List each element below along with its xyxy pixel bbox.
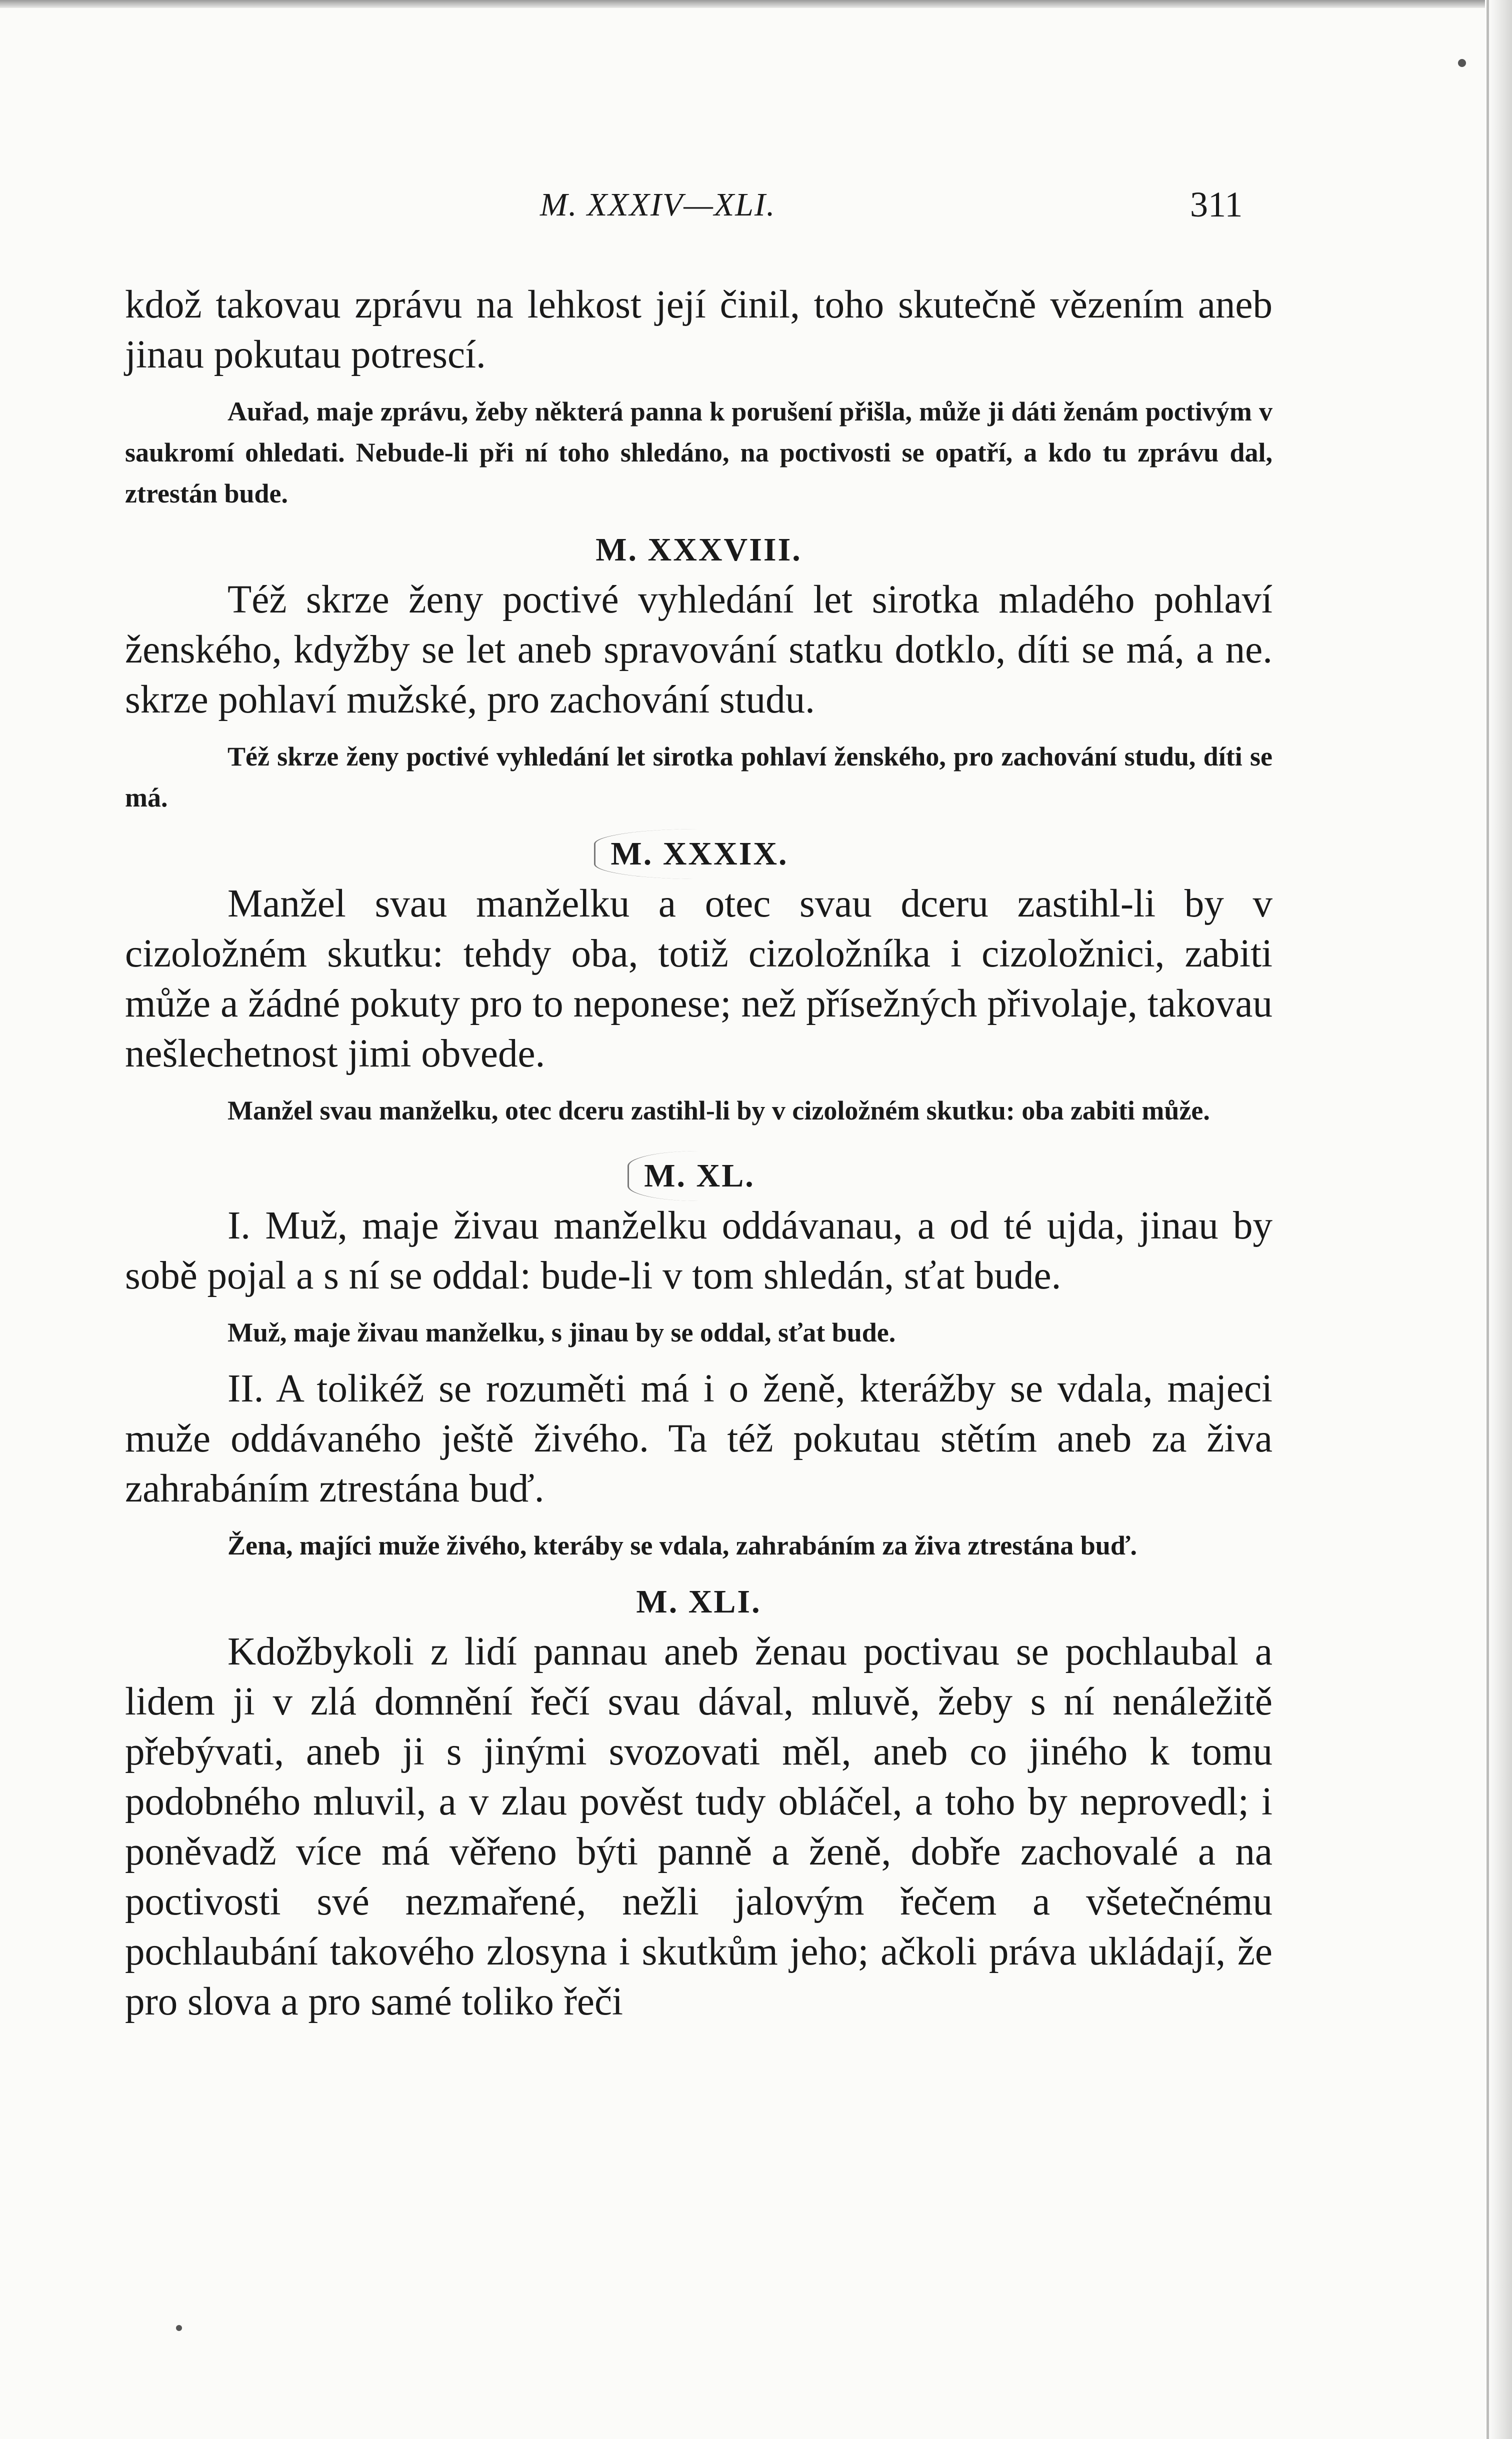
page-body — [125, 280, 1272, 2027]
scan-edge-right — [1485, 0, 1512, 2439]
marginal-summary: Muž, maje živau manželku, s jinau by se oddal, sťat bude. — [228, 1318, 896, 1348]
speck-mark — [1458, 59, 1466, 67]
article-text-xxxix: Manžel svau manželku a otec svau dceru zastihl-li by v cizoložném skutku: tehdy oba, totiž cizoložníka i cizoložnici, zabiti může a žádné pokuty pro to neponese; než přísežných přivolaje, takovau nešlechetnost jimi obvede. — [125, 882, 1272, 1076]
article-text-xxxviii: Též skrze ženy poctivé vyhledání let sirotka mladého pohlaví ženského, kdyžby se let aneb spravování statku dotklo, díti se má, a ne. skrze pohlaví mužské, pro zachování studu. — [125, 578, 1272, 722]
article-heading-xxxix: M. XXXIX. — [125, 829, 1272, 879]
marginal-summary: Žena, majíci muže živého, kteráby se vdala, zahrabáním za živa ztrestána buď. — [228, 1530, 1137, 1560]
marginal-summary: Auřad, maje zprávu, žeby některá panna k porušení přišla, může ji dáti ženám poctivým v saukromí ohledati. Nebude-li při ní toho shledáno, na poctivosti se opatří, a kdo tu zprávu dal, ztrestán bude. — [125, 396, 1272, 508]
scan-edge-line — [1486, 0, 1489, 2439]
running-head: M. XXXIV—XLI. — [540, 186, 776, 223]
article-heading-xli: M. XLI. — [636, 1584, 762, 1620]
marginal-summary: Manžel svau manželku, otec dceru zastihl-li by v cizoložném skutku: oba zabiti může. — [228, 1096, 1210, 1126]
article-text-xl-2: II. A tolikéž se rozuměti má i o ženě, kterážby se vdala, majeci muže oddávaného ještě živého. Ta též pokutau stětím aneb za živa zahrabáním ztrestána buď. — [125, 1367, 1272, 1510]
page-number: 311 — [1190, 184, 1243, 224]
article-text-xl-1: I. Muž, maje živau manželku oddávanau, a od té ujda, jinau by sobě pojal a s ní se oddal: bude-li v tom shledán, sťat bude. — [125, 1204, 1272, 1298]
article-heading-xxxviii: M. XXXVIII. — [596, 532, 802, 568]
paragraph-continuation: kdož takovau zprávu na lehkost její činil, toho skutečně vězením aneb jinau pokutau potrescí. — [125, 283, 1272, 376]
speck-mark — [176, 2325, 182, 2331]
marginal-summary: Též skrze ženy poctivé vyhledání let sirotka pohlaví ženského, pro zachování studu, díti se má. — [125, 742, 1272, 812]
article-heading-xl: M. XL. — [125, 1151, 1272, 1201]
article-text-xli: Kdožbykoli z lidí pannau aneb ženau poctivau se pochlaubal a lidem ji v zlá domnění řečí svau dával, mluvě, žeby s ní nenáležitě přebývati, aneb ji s jinými svozovati měl, aneb co jiného k tomu podobného mluvil, a v zlau pověst tudy obláčel, a toho by neprovedl; i poněvadž více má věřeno býti panně a ženě, dobře zachovalé a na poctivosti své nezmařené, nežli jalovým řečem a všetečnému pochlaubání takového zlosyna i skutkům jeho; ačkoli práva ukládají, že pro slova a pro samé toliko řeči — [125, 1630, 1272, 2024]
scan-edge-top — [0, 0, 1512, 8]
